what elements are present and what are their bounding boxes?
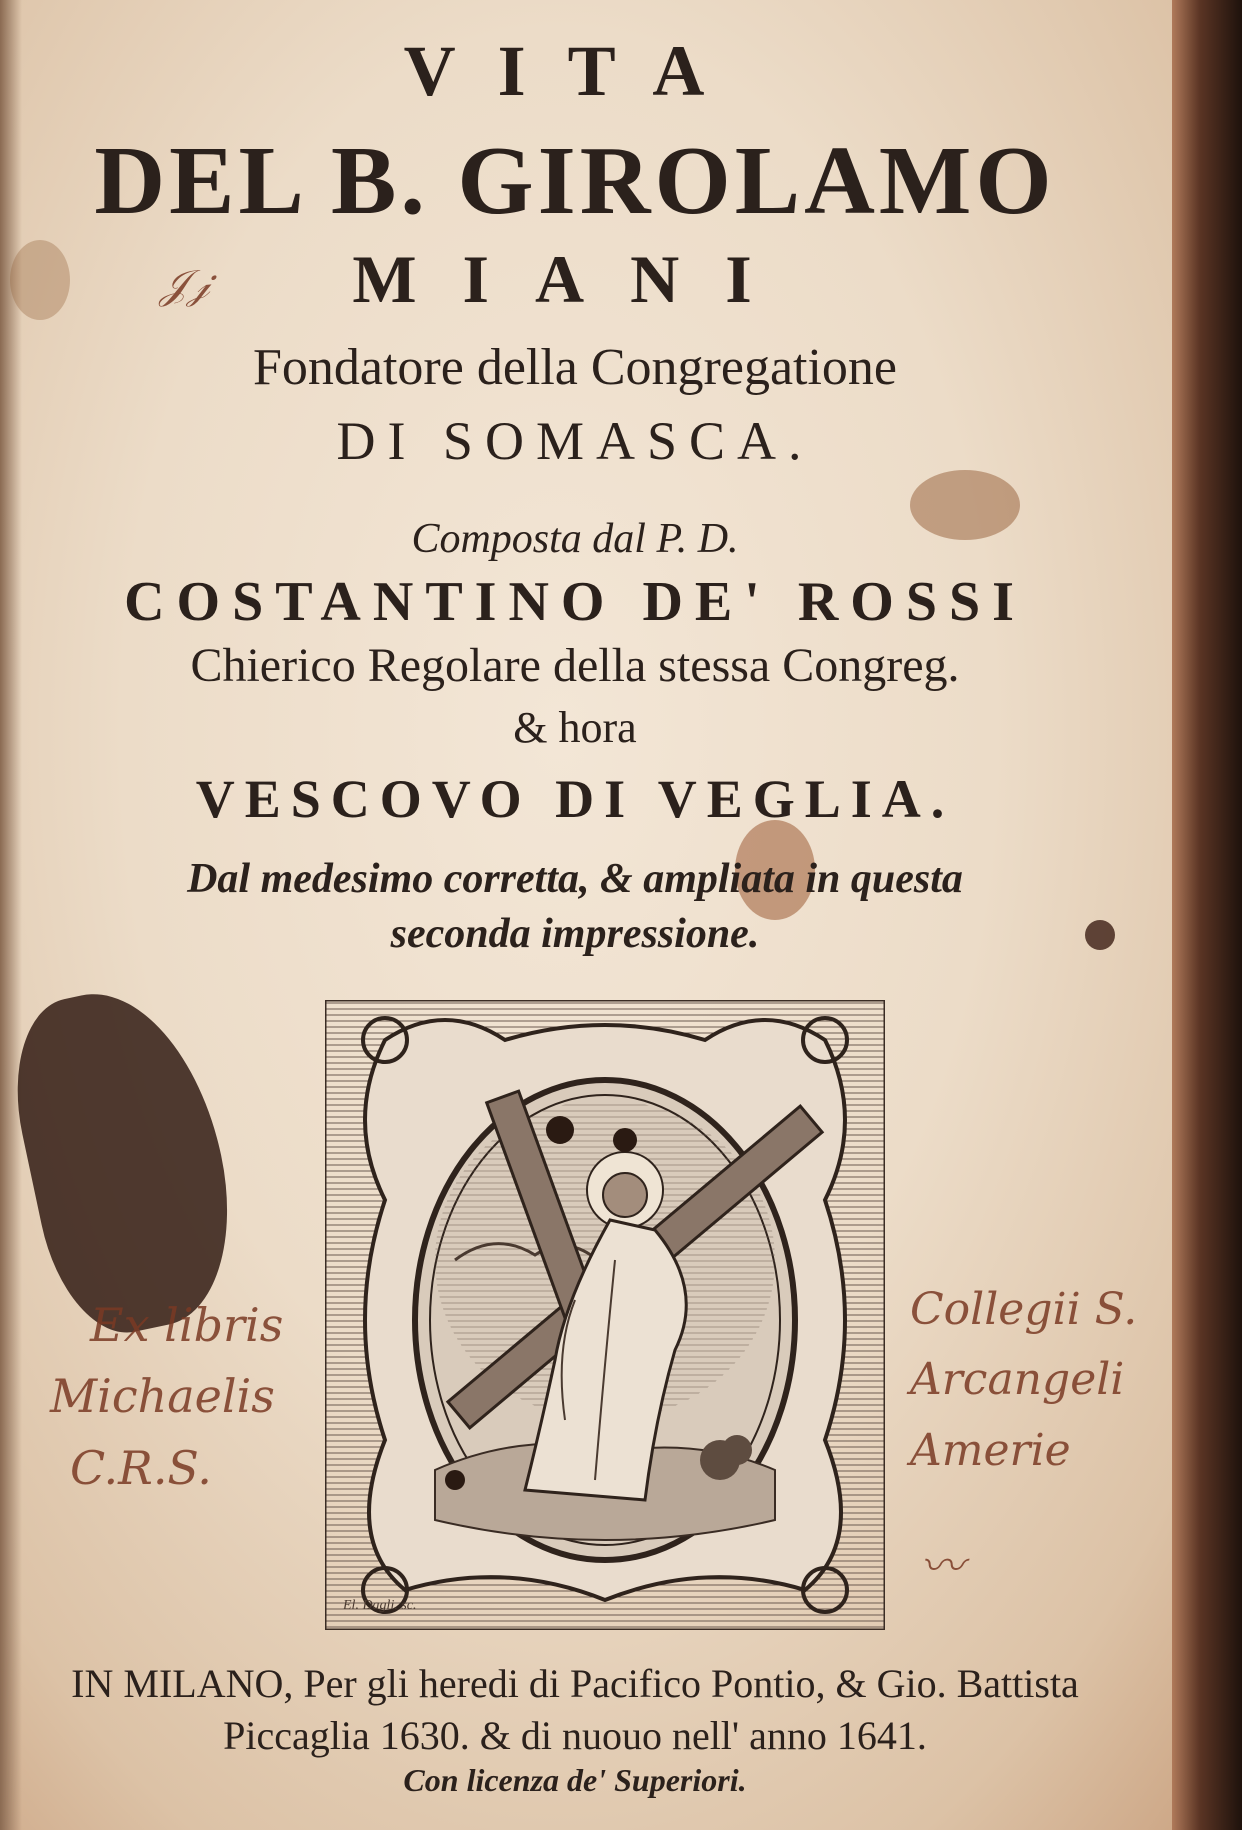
- subtitle-fondatore: Fondatore della Congregatione: [252, 339, 898, 396]
- subtitle-somasca: DI SOMASCA.: [336, 411, 814, 471]
- author-name: COSTANTINO DE' ROSSI: [124, 571, 1026, 633]
- author-office: VESCOVO DI VEGLIA.: [195, 769, 955, 829]
- imprint-licence: Con licenza de' Superiori.: [403, 1762, 747, 1798]
- imprint-line1: IN MILANO, Per gli heredi di Pacifico Pontio, & Gio. Battista: [71, 1661, 1079, 1706]
- engraver-signature: El. Dagli. sc.: [343, 1598, 417, 1613]
- edition-note-line1: Dal medesimo corretta, & ampliata in questa: [187, 856, 963, 902]
- imprint-line2: Piccaglia 1630. & di nuouo nell' anno 1641.: [223, 1713, 927, 1758]
- author-role: Chierico Regolare della stessa Congreg.: [190, 639, 960, 692]
- author-intro: Composta dal P. D.: [411, 516, 739, 562]
- title-miani: MIANI: [352, 241, 798, 317]
- handwritten-collegii-inscription: Collegii S. Arcangeli Amerie: [910, 1284, 1138, 1476]
- title-vita: VITA: [403, 31, 747, 111]
- edition-note-line2: seconda impressione.: [390, 911, 760, 957]
- title-girolamo: DEL B. GIROLAMO: [94, 127, 1056, 235]
- handwritten-ex-libris: Ex libris Michaelis C.R.S.: [50, 1298, 284, 1495]
- engraving-christ-carrying-cross: [325, 1000, 885, 1630]
- handwritten-flourish: 〰: [920, 1541, 964, 1592]
- handwritten-shelfmark: 𝒥𝒿: [160, 262, 210, 308]
- author-hora: & hora: [513, 703, 637, 752]
- book-spine-shadow: [1172, 0, 1242, 1830]
